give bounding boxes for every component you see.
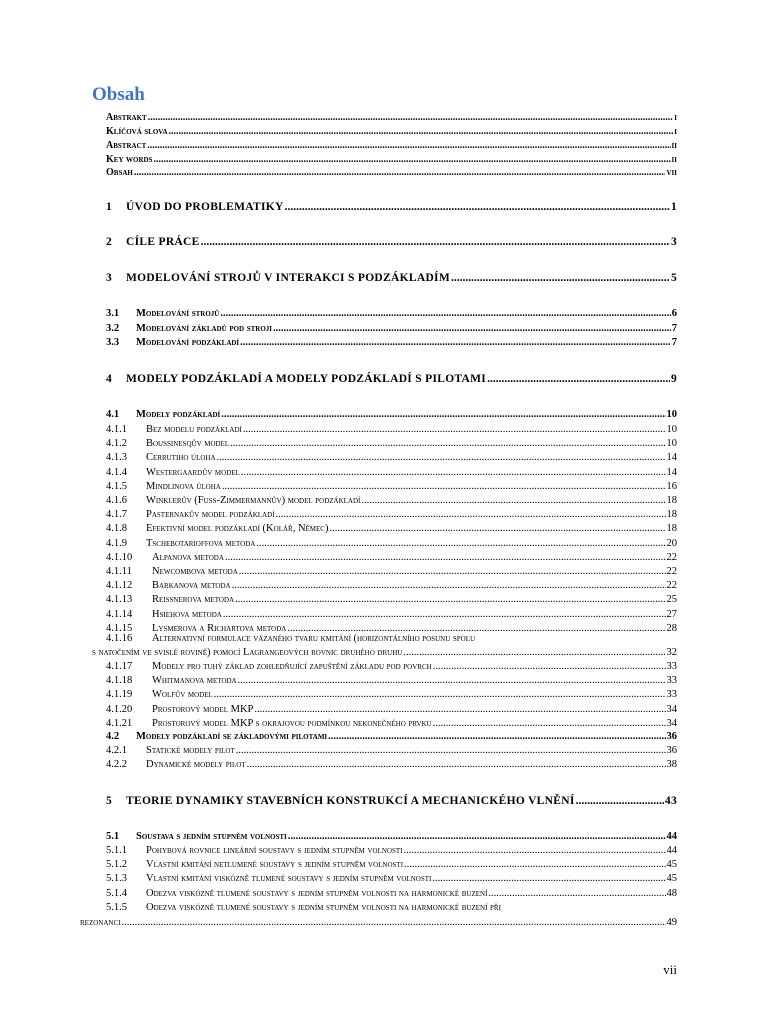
toc-section[interactable] <box>106 731 677 742</box>
dot-leader <box>225 552 666 563</box>
dot-leader <box>451 272 670 284</box>
subsection-page: 34 <box>666 717 677 729</box>
dot-leader <box>148 112 674 123</box>
subsection-page: 22 <box>666 580 677 592</box>
chapter-page: 3 <box>670 236 677 248</box>
subsection-number: 4.1.8 <box>106 523 127 535</box>
subsection-number: 4.1.16 <box>106 633 133 644</box>
subsection-title: Statické modely pilot <box>146 745 235 756</box>
subsection-page: 44 <box>666 845 677 856</box>
subsection-page: 28 <box>666 622 677 634</box>
dot-leader <box>403 647 665 658</box>
subsection-page: 48 <box>666 887 677 899</box>
subsection-title: Alpanova metoda <box>152 551 224 563</box>
dot-leader <box>239 566 666 577</box>
subsection-title: Whitmanova metoda <box>152 675 237 687</box>
toc-entry-page: i <box>674 126 677 137</box>
dot-leader <box>403 845 665 856</box>
chapter-title: MODELY PODZÁKLADÍ A MODELY PODZÁKLADÍ S PILOTAMI <box>126 373 487 385</box>
toc-subsection[interactable] <box>106 537 677 549</box>
toc-subsection[interactable] <box>106 480 677 492</box>
section-page: 10 <box>666 409 677 420</box>
dot-leader <box>576 795 664 807</box>
toc-entry-title: Abstract <box>106 140 147 151</box>
toc-entry[interactable] <box>106 112 677 123</box>
subsection-number: 4.2.2 <box>106 759 127 771</box>
dot-leader <box>273 323 671 334</box>
subsection-number: 4.1.20 <box>106 703 133 715</box>
chapter-page: 43 <box>664 795 677 807</box>
toc-section[interactable] <box>106 308 677 319</box>
subsection-title: Mindlinova úloha <box>146 480 221 492</box>
subsection-number: 4.1.9 <box>106 537 127 549</box>
dot-leader <box>223 609 666 620</box>
toc-subsection[interactable] <box>106 745 677 756</box>
chapter-title: MODELOVÁNÍ STROJŮ V INTERAKCI S PODZÁKLADÍM <box>126 272 450 284</box>
dot-leader <box>254 704 665 715</box>
page-number-footer: vii <box>663 962 677 977</box>
dot-leader <box>256 538 665 549</box>
toc-subsection[interactable] <box>106 608 677 620</box>
toc-subsection[interactable] <box>106 633 677 644</box>
section-title: Modely podzákladí se základovými pilotami <box>136 731 328 742</box>
subsection-page: 22 <box>666 551 677 563</box>
dot-leader <box>153 154 670 165</box>
toc-chapter[interactable] <box>106 795 677 807</box>
toc-subsection-continuation[interactable] <box>92 647 677 658</box>
section-page: 36 <box>666 731 677 742</box>
toc-subsection-continuation[interactable] <box>80 917 677 928</box>
subsection-number: 4.1.11 <box>106 566 132 577</box>
section-number: 5.1 <box>106 831 120 842</box>
subsection-number: 4.1.15 <box>106 622 133 634</box>
dot-leader <box>329 523 665 534</box>
toc-subsection[interactable] <box>106 466 677 478</box>
dot-leader <box>243 424 666 435</box>
subsection-number: 4.1.12 <box>106 580 133 592</box>
section-page: 44 <box>666 831 677 842</box>
section-title: Modelování podzákladí <box>136 337 240 348</box>
toc-section[interactable] <box>106 337 677 348</box>
section-number: 3.3 <box>106 337 120 348</box>
dot-leader <box>232 580 666 591</box>
toc-subsection[interactable] <box>106 717 677 729</box>
subsection-page: 25 <box>666 594 677 606</box>
subsection-title: Bez modelu podzákladí <box>146 424 242 435</box>
subsection-page: 20 <box>666 537 677 549</box>
subsection-page: 14 <box>666 452 677 464</box>
toc-entry-page: i <box>674 112 677 123</box>
section-page: 7 <box>671 323 677 334</box>
subsection-page: 18 <box>666 523 677 535</box>
dot-leader <box>220 308 670 319</box>
subsection-page: 10 <box>666 438 677 450</box>
dot-leader <box>247 759 666 770</box>
chapter-number: 4 <box>106 373 113 385</box>
subsection-title: Modely pro tuhý základ zohledňující zapuštění základu pod povrch <box>152 661 432 672</box>
subsection-title-line2: rezonanci <box>80 917 121 928</box>
dot-leader <box>361 495 665 506</box>
dot-leader <box>433 718 666 729</box>
dot-leader <box>238 675 666 686</box>
subsection-page: 27 <box>666 608 677 620</box>
subsection-page: 33 <box>666 661 677 672</box>
dot-leader <box>240 337 671 348</box>
subsection-number: 5.1.5 <box>106 902 127 913</box>
toc-subsection[interactable] <box>106 902 677 913</box>
toc-subsection[interactable] <box>106 703 677 715</box>
subsection-title: Tschebotarioffova metoda <box>146 537 256 549</box>
subsection-page: 22 <box>666 566 677 577</box>
dot-leader <box>217 452 666 463</box>
section-title: Modelování základů pod stroji <box>136 323 273 334</box>
toc-entry[interactable] <box>106 154 677 165</box>
toc-subsection[interactable] <box>106 551 677 563</box>
dot-leader <box>121 917 665 928</box>
toc-subsection[interactable] <box>106 887 677 899</box>
subsection-page: 18 <box>666 509 677 521</box>
toc-entry-title: Klíčová slova <box>106 126 168 137</box>
section-title: Modely podzákladí <box>136 409 221 420</box>
subsection-title: Prostorový model MKP s okrajovou podmínkou nekonečného prvku <box>152 717 432 729</box>
chapter-number: 1 <box>106 201 113 213</box>
toc-entry-page: ii <box>671 140 677 151</box>
toc-subsection[interactable] <box>106 594 677 606</box>
chapter-page: 5 <box>670 272 677 284</box>
toc-subsection[interactable] <box>106 438 677 450</box>
subsection-title: Westergaardův model <box>146 466 240 478</box>
chapter-title: TEORIE DYNAMIKY STAVEBNÍCH KONSTRUKCÍ A MECHANICKÉHO VLNĚNÍ <box>126 795 575 807</box>
dot-leader <box>433 661 666 672</box>
dot-leader <box>328 731 665 742</box>
subsection-number: 4.1.13 <box>106 594 133 606</box>
subsection-title: Vlastní kmitání viskózně tlumené soustavy s jedním stupněm volnosti <box>146 873 432 885</box>
subsection-page: 45 <box>666 873 677 885</box>
subsection-number: 4.1.19 <box>106 689 133 701</box>
dot-leader <box>241 467 666 478</box>
subsection-title: Cerrutiho úloha <box>146 452 216 464</box>
subsection-title: Reissnerova metoda <box>152 594 235 606</box>
subsection-number: 5.1.2 <box>106 859 127 871</box>
subsection-number: 4.1.7 <box>106 509 127 521</box>
section-number: 4.2 <box>106 731 120 742</box>
toc-entry[interactable] <box>106 167 677 178</box>
chapter-number: 2 <box>106 236 113 248</box>
toc-subsection[interactable] <box>106 509 677 521</box>
toc-section[interactable] <box>106 409 677 420</box>
chapter-title: CÍLE PRÁCE <box>126 236 200 248</box>
subsection-number: 4.1.10 <box>106 551 133 563</box>
subsection-page: 10 <box>666 424 677 435</box>
subsection-number: 4.1.17 <box>106 661 133 672</box>
dot-leader <box>134 167 666 178</box>
section-title: Modelování strojů <box>136 308 220 319</box>
toc-entry-title: Key words <box>106 154 153 165</box>
toc-subsection[interactable] <box>106 859 677 871</box>
chapter-number: 3 <box>106 272 113 284</box>
dot-leader <box>276 509 666 520</box>
toc-subsection[interactable] <box>106 452 677 464</box>
subsection-title: Barkanova metoda <box>152 580 231 592</box>
toc-subsection[interactable] <box>106 523 677 535</box>
toc-entry-title: Obsah <box>106 167 133 178</box>
dot-leader <box>221 409 665 420</box>
toc-subsection[interactable] <box>106 759 677 771</box>
chapter-number: 5 <box>106 795 113 807</box>
chapter-title: ÚVOD DO PROBLEMATIKY <box>126 201 284 213</box>
subsection-title: Newcombova metoda <box>152 566 238 577</box>
toc-section[interactable] <box>106 831 677 842</box>
subsection-number: 4.1.21 <box>106 717 133 729</box>
toc-entry-title: Abstrakt <box>106 112 147 123</box>
toc-entry[interactable] <box>106 140 677 151</box>
subsection-title-line1: Alternativní formulace vázaného tvaru kmitání (horizontálního posunu spolu <box>152 633 476 644</box>
subsection-page: 18 <box>666 495 677 506</box>
subsection-number: 4.1.2 <box>106 438 127 450</box>
section-page: 7 <box>671 337 677 348</box>
subsection-page: 34 <box>666 703 677 715</box>
chapter-page: 9 <box>670 373 677 385</box>
dot-leader <box>288 831 666 842</box>
subsection-page: 14 <box>666 466 677 478</box>
subsection-title: Winklerův (Fuss-Zimmermannův) model podzákladí <box>146 495 361 506</box>
subsection-page: 16 <box>666 480 677 492</box>
section-page: 6 <box>671 308 677 319</box>
toc-subsection[interactable] <box>106 689 677 701</box>
subsection-title: Odezva viskózně tlumené soustavy s jedním stupněm volnosti na harmonické buzení <box>146 887 488 899</box>
subsection-title: Pohybová rovnice lineární soustavy s jedním stupněm volnosti <box>146 845 403 856</box>
toc-entry-page: vii <box>666 167 677 178</box>
subsection-number: 5.1.3 <box>106 873 127 885</box>
dot-leader <box>147 140 670 151</box>
toc-chapter[interactable] <box>106 373 677 385</box>
dot-leader <box>235 594 665 605</box>
subsection-title: Boussinesqův model <box>146 438 230 450</box>
toc-subsection[interactable] <box>106 675 677 687</box>
subsection-number: 4.2.1 <box>106 745 127 756</box>
subsection-page: 33 <box>666 689 677 701</box>
dot-leader <box>236 745 666 756</box>
subsection-title: Vlastní kmitání netlumené soustavy s jedním stupněm volnosti <box>146 859 404 871</box>
toc-chapter[interactable] <box>106 201 677 213</box>
subsection-number: 4.1.6 <box>106 495 127 506</box>
toc-subsection[interactable] <box>106 873 677 885</box>
subsection-number: 4.1.18 <box>106 675 133 687</box>
subsection-page: 38 <box>666 759 677 771</box>
section-title: Soustava s jedním stupněm volnosti <box>136 831 287 842</box>
toc-subsection[interactable] <box>106 566 677 577</box>
section-number: 3.1 <box>106 308 120 319</box>
subsection-title: Pasternakův model podzákladí <box>146 509 275 521</box>
dot-leader <box>488 888 665 899</box>
subsection-number: 4.1.14 <box>106 608 133 620</box>
toc-chapter[interactable] <box>106 272 677 284</box>
toc-subsection[interactable] <box>106 580 677 592</box>
subsection-title: Dynamické modely pilot <box>146 759 246 771</box>
section-number: 4.1 <box>106 409 120 420</box>
subsection-page: 32 <box>666 647 677 658</box>
subsection-number: 4.1.1 <box>106 424 127 435</box>
section-number: 3.2 <box>106 323 120 334</box>
toc-subsection[interactable] <box>106 845 677 856</box>
subsection-number: 5.1.1 <box>106 845 127 856</box>
toc-section[interactable] <box>106 323 677 334</box>
subsection-title: Wolfův model <box>152 689 213 701</box>
dot-leader <box>285 201 670 213</box>
dot-leader <box>169 126 674 137</box>
toc-subsection[interactable] <box>106 495 677 506</box>
dot-leader <box>214 689 666 700</box>
subsection-title: Efektivní model podzákladí (Kolář, Němec) <box>146 523 329 535</box>
subsection-page: 49 <box>666 917 677 928</box>
toc-chapter[interactable] <box>106 236 677 248</box>
subsection-title: Prostorový model MKP <box>152 703 254 715</box>
subsection-number: 5.1.4 <box>106 887 127 899</box>
dot-leader <box>487 373 670 385</box>
subsection-number: 4.1.4 <box>106 466 127 478</box>
dot-leader <box>432 873 665 884</box>
dot-leader <box>222 481 666 492</box>
subsection-page: 33 <box>666 675 677 687</box>
subsection-title-line1: Odezva viskózně tlumené soustavy s jedním stupněm volnosti na harmonické buzení při <box>146 902 501 913</box>
dot-leader <box>404 859 665 870</box>
toc-entry[interactable] <box>106 126 677 137</box>
toc-subsection[interactable] <box>106 424 677 435</box>
toc-heading: Obsah <box>92 84 145 105</box>
subsection-title: Hsiehova metoda <box>152 608 222 620</box>
chapter-page: 1 <box>670 201 677 213</box>
subsection-title: Lysmerova a Richartova metoda <box>152 622 287 634</box>
subsection-page: 45 <box>666 859 677 871</box>
subsection-number: 4.1.3 <box>106 452 127 464</box>
subsection-title-line2: s natočením ve svislé rovině) pomocí Lagrangeových rovnic druhého druhu <box>92 647 403 658</box>
toc-subsection[interactable] <box>106 661 677 672</box>
subsection-number: 4.1.5 <box>106 480 127 492</box>
dot-leader <box>201 236 670 248</box>
dot-leader <box>230 438 665 449</box>
toc-entry-page: ii <box>671 154 677 165</box>
subsection-page: 36 <box>666 745 677 756</box>
